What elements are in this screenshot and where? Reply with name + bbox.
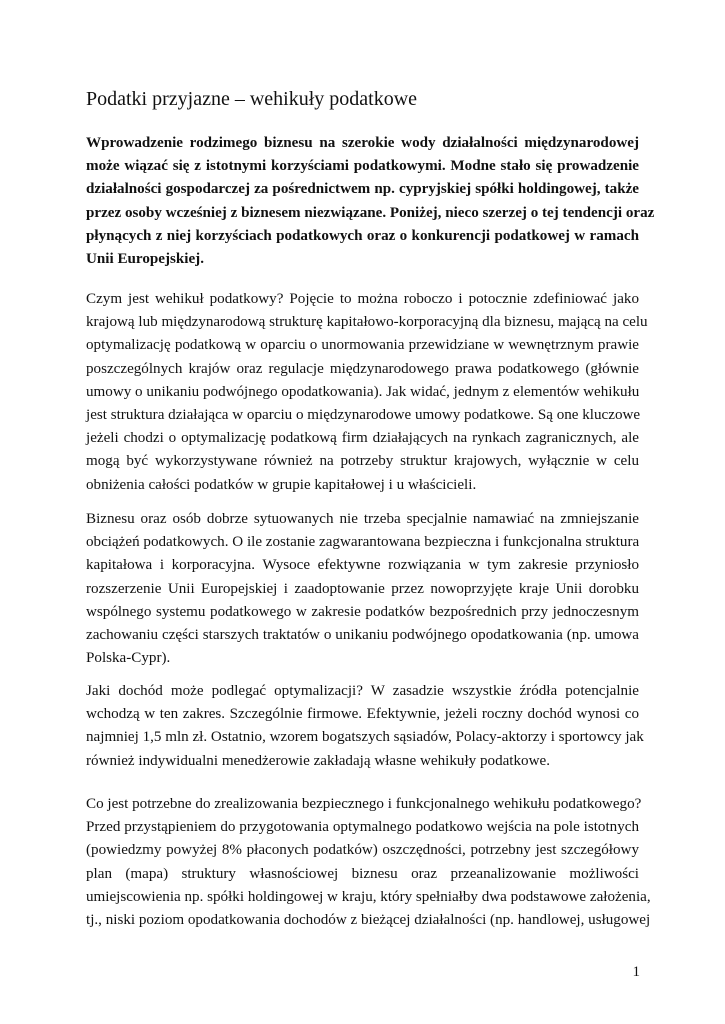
paragraph-line: również indywidualni menedżerowie zakładają własne wehikuły podatkowe. bbox=[86, 752, 550, 769]
intro-line: Wprowadzenie rodzimego biznesu na szerokie wody działalności międzynarodowej bbox=[86, 135, 639, 151]
paragraph-line: tj., niski poziom opodatkowania dochodów z bieżącej działalności (np. handlowej, usługowej bbox=[86, 911, 651, 928]
intro-line: działalności gospodarczej za pośrednictwem np. cypryjskiej spółki holdingowej, także bbox=[86, 181, 639, 198]
paragraph-line: kapitałowa i korporacyjna. Wysoce efektywne rozwiązania w tym zakresie przyniosło bbox=[86, 557, 639, 574]
paragraph-requirements bbox=[86, 793, 651, 932]
paragraph-line: Biznesu oraz osób dobrze sytuowanych nie trzeba specjalnie namawiać na zmniejszanie bbox=[86, 511, 639, 527]
paragraph-line: Jaki dochód może podlegać optymalizacji? W zasadzie wszystkie źródła potencjalnie bbox=[86, 683, 639, 699]
paragraph-line: obniżenia całości podatków w grupie kapitałowej i u właścicieli. bbox=[86, 476, 477, 493]
paragraph-line: rozszerzenie Unii Europejskiej i zaadoptowanie przez nowoprzyjęte kraje Unii dorobku bbox=[86, 580, 639, 597]
paragraph-line: krajową lub międzynarodową strukturę kapitałowo-korporacyjną dla biznesu, mającą na celu bbox=[86, 314, 648, 331]
paragraph-line: obciążeń podatkowych. O ile zostanie zagwarantowana bezpieczna i funkcjonalna struktura bbox=[86, 534, 640, 551]
intro-line: płynących z niej korzyściach podatkowych oraz o konkurencji podatkowej w ramach bbox=[86, 227, 639, 244]
paragraph-line: jest struktura działająca w oparciu o międzynarodowe umowy podatkowe. Są one kluczowe bbox=[86, 406, 641, 423]
paragraph-line: jeżeli chodzi o optymalizację podatkową firm działających na rynkach zagranicznych, ale bbox=[86, 430, 639, 447]
paragraph-line: mogą być wykorzystywane również na potrzeby struktur krajowych, wyłącznie w celu bbox=[86, 453, 639, 470]
paragraph-line: najmniej 1,5 mln zł. Ostatnio, wzorem bogatszych sąsiadów, Polacy-aktorzy i sportowcy jak bbox=[86, 729, 644, 746]
paragraph-income bbox=[86, 680, 644, 773]
paragraph-line: plan (mapa) struktury własnościowej biznesu oraz przeanalizowanie możliwości bbox=[86, 865, 639, 882]
intro-paragraph bbox=[86, 132, 655, 271]
document-title: Podatki przyjazne – wehikuły podatkowe bbox=[86, 88, 418, 110]
paragraph-line: (powiedzmy powyżej 8% płaconych podatków) oszczędności, potrzebny jest szczegółowy bbox=[86, 842, 639, 859]
paragraph-line: Polska-Cypr). bbox=[86, 650, 171, 667]
paragraph-line: wspólnego systemu podatkowego w zakresie podatków bezpośrednich przy jednoczesnym bbox=[86, 603, 639, 620]
page-number: 1 bbox=[632, 964, 640, 980]
paragraph-line: Przed przystąpieniem do przygotowania optymalnego podatkowo wejścia na pole istotnych bbox=[86, 819, 639, 836]
paragraph-line: optymalizację podatkową w oparciu o unormowania przewidziane w wewnętrznym prawie bbox=[86, 337, 639, 354]
paragraph-line: wchodzą w ten zakres. Szczególnie firmowe. Efektywnie, jeżeli roczny dochód wynosi co bbox=[86, 706, 639, 723]
intro-line: może wiązać się z istotnymi korzyściami podatkowymi. Modne stało się prowadzenie bbox=[86, 158, 639, 175]
intro-line: Unii Europejskiej. bbox=[86, 250, 204, 267]
paragraph-business bbox=[86, 508, 639, 670]
paragraph-line: umowy o unikaniu podwójnego opodatkowania). Jak widać, jednym z elementów wehikułu bbox=[86, 383, 640, 400]
paragraph-line: umiejscowienia np. spółki holdingowej w kraju, który spełniałby dwa podstawowe założenia, bbox=[86, 888, 651, 905]
paragraph-line: Co jest potrzebne do zrealizowania bezpiecznego i funkcjonalnego wehikułu podatkowego? bbox=[86, 796, 642, 812]
paragraph-what-is-vehicle bbox=[86, 288, 648, 497]
paragraph-line: Czym jest wehikuł podatkowy? Pojęcie to można roboczo i potocznie zdefiniować jako bbox=[86, 291, 639, 307]
paragraph-line: poszczególnych krajów oraz regulacje międzynarodowego prawa podatkowego (głównie bbox=[86, 360, 639, 377]
paragraph-line: zachowaniu części starszych traktatów o unikaniu podwójnego opodatkowania (np. umowa bbox=[86, 626, 639, 643]
intro-line: przez osoby wcześniej z biznesem niezwiązane. Poniżej, nieco szerzej o tej tendencji oraz bbox=[86, 204, 655, 221]
